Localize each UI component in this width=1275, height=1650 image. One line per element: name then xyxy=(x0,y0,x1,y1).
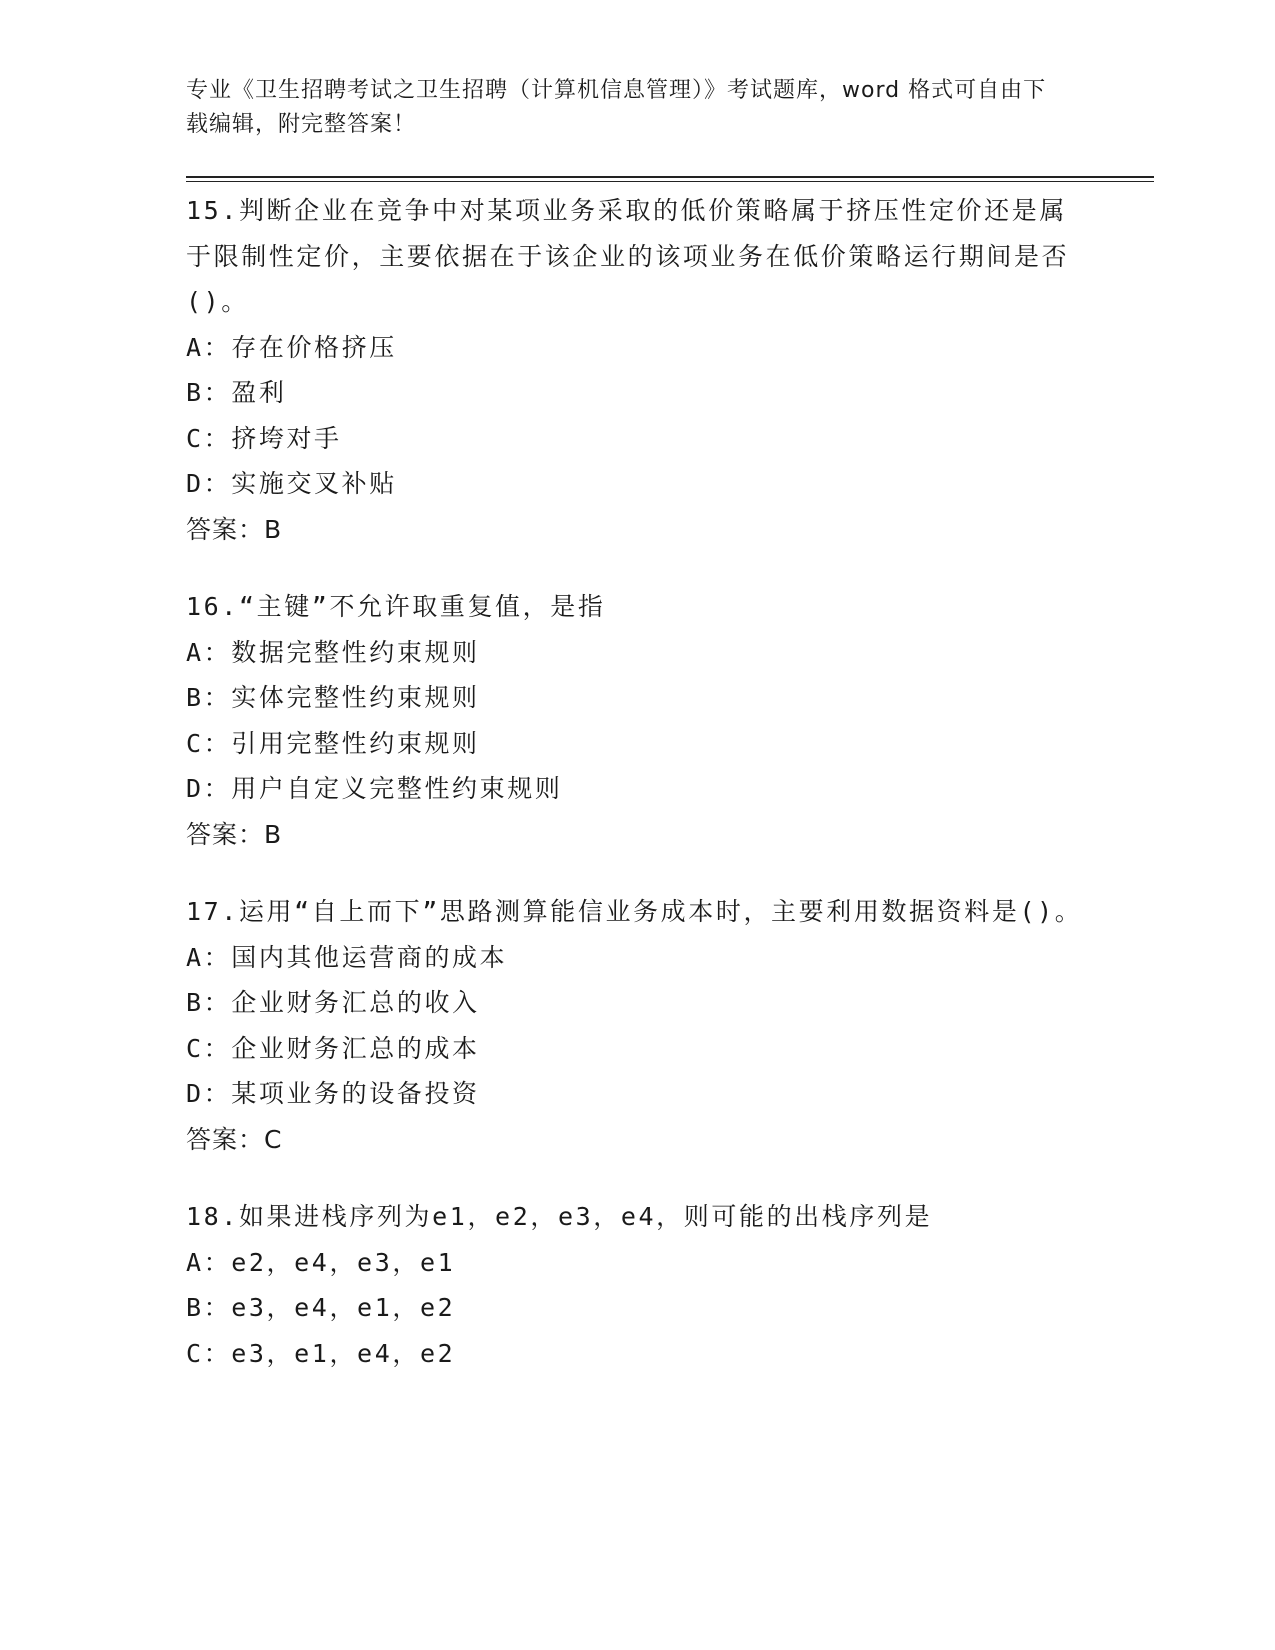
option-b: B：盈利 xyxy=(186,378,287,407)
option-c: C：引用完整性约束规则 xyxy=(186,728,480,758)
question-15 xyxy=(186,188,1086,552)
header-divider-thin xyxy=(186,181,1154,182)
answer: 答案：B xyxy=(186,514,283,544)
option-b: B：实体完整性约束规则 xyxy=(186,683,480,712)
option-d: D：用户自定义完整性约束规则 xyxy=(186,774,563,803)
option-a: A：e2，e4，e3，e1 xyxy=(186,1247,456,1277)
answer: 答案：B xyxy=(186,819,283,849)
question-list xyxy=(186,188,1086,1408)
answer: 答案：C xyxy=(186,1124,283,1154)
question-text: 15.判断企业在竞争中对某项业务采取的低价策略属于挤压性定价还是属于限制性定价，主要依据在于该企业的该项业务在低价策略运行期间是否()。 xyxy=(186,196,1070,316)
question-17 xyxy=(186,889,1086,1162)
question-16 xyxy=(186,584,1086,857)
document-header: 专业《卫生招聘考试之卫生招聘（计算机信息管理）》考试题库，word 格式可自由下载编辑，附完整答案！ xyxy=(186,78,1047,137)
option-c: C：挤垮对手 xyxy=(186,423,342,453)
option-a: A：国内其他运营商的成本 xyxy=(186,942,508,972)
question-18 xyxy=(186,1194,1086,1376)
option-a: A：存在价格挤压 xyxy=(186,332,397,362)
header-divider-thick xyxy=(186,176,1154,178)
question-text: 18.如果进栈序列为e1，e2，e3，e4，则可能的出栈序列是 xyxy=(186,1202,933,1231)
question-text: 17.运用“自上而下”思路测算能信业务成本时，主要利用数据资料是()。 xyxy=(186,897,1083,926)
option-d: D：某项业务的设备投资 xyxy=(186,1079,480,1108)
option-b: B：企业财务汇总的收入 xyxy=(186,988,480,1017)
option-a: A：数据完整性约束规则 xyxy=(186,637,480,667)
question-text: 16.“主键”不允许取重复值，是指 xyxy=(186,592,606,621)
option-c: C：e3，e1，e4，e2 xyxy=(186,1338,456,1368)
option-b: B：e3，e4，e1，e2 xyxy=(186,1293,456,1322)
document-page xyxy=(186,0,1156,1650)
option-d: D：实施交叉补贴 xyxy=(186,469,397,498)
option-c: C：企业财务汇总的成本 xyxy=(186,1033,480,1063)
